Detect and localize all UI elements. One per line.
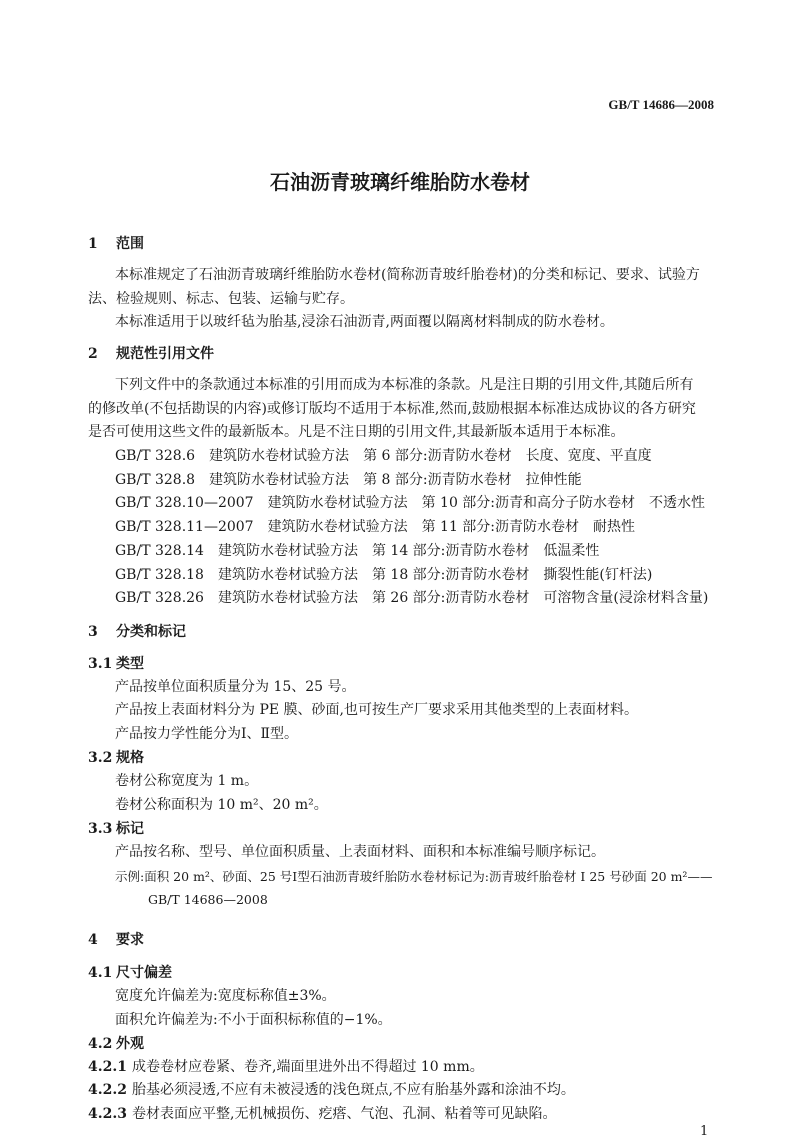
section-number: 2 (88, 346, 98, 362)
document-title: 石油沥青玻璃纤维胎防水卷材 (270, 170, 530, 194)
reference-part: 第 6 部分:沥青防水卷材 (363, 448, 512, 464)
section-title: 分类和标记 (116, 624, 186, 640)
paragraph-line: 下列文件中的条款通过本标准的引用而成为本标准的条款。凡是注日期的引用文件,其随后所有 (115, 377, 694, 393)
subsection-3-1-heading (88, 655, 144, 673)
reference-part: 第 18 部分:沥青防水卷材 (371, 566, 530, 583)
paragraph-line: 产品按力学性能分为Ⅰ、Ⅱ型。 (115, 726, 299, 742)
paragraph-line: 的修改单(不包括勘误的内容)或修订版均不适用于本标准,然而,鼓励根据本标准达成协议的各方研究 (88, 401, 696, 417)
section-title: 标记 (116, 821, 144, 837)
reference-title: 建筑防水卷材试验方法 (217, 542, 358, 559)
paragraph-line: 产品按名称、型号、单位面积质量、上表面材料、面积和本标准编号顺序标记。 (115, 844, 605, 860)
section-title: 类型 (116, 656, 144, 672)
standard-number-header: GB/T 14686—2008 (608, 97, 714, 112)
clause-4-2-1 (88, 1058, 484, 1076)
reference-title: 建筑防水卷材试验方法 (267, 495, 408, 512)
section-title: 外观 (116, 1036, 144, 1052)
example-text-continued: GB/T 14686—2008 (148, 892, 268, 907)
paragraph-line: 本标准规定了石油沥青玻璃纤维胎防水卷材(简称沥青玻纤胎卷材)的分类和标记、要求、试验方 (115, 267, 700, 283)
clause-4-2-3 (88, 1105, 556, 1123)
subsection-4-1-heading (88, 964, 172, 982)
section-title: 规格 (116, 750, 144, 766)
clause-4-2-2 (88, 1081, 575, 1099)
section-title: 范围 (116, 236, 144, 252)
reference-item (115, 518, 635, 536)
subsection-4-2-heading (88, 1035, 144, 1053)
reference-code: GB/T 328.26 (115, 590, 204, 607)
section-title: 尺寸偏差 (116, 965, 172, 981)
section-title: 要求 (116, 932, 144, 948)
section-2-heading (88, 345, 214, 363)
reference-part: 第 26 部分:沥青防水卷材 (371, 590, 530, 607)
reference-item (115, 494, 705, 512)
section-3-heading (88, 623, 186, 641)
reference-code: GB/T 328.11—2007 (115, 519, 254, 536)
example-text: 示例:面积 20 m²、砂面、25 号Ⅰ型石油沥青玻纤胎防水卷材标记为:沥青玻纤胎卷材 Ⅰ 25 号砂面 20 m²—— (115, 869, 713, 884)
clause-number: 4.2.3 (88, 1106, 127, 1122)
section-number: 3.2 (88, 750, 113, 766)
reference-item: 撕裂性能(钉杆法) (543, 566, 653, 583)
section-number: 3.1 (88, 656, 113, 672)
reference-title: 建筑防水卷材试验方法 (209, 448, 350, 464)
section-4-heading (88, 931, 144, 949)
section-number: 4.2 (88, 1036, 113, 1052)
section-number: 3 (88, 624, 98, 640)
subsection-3-3-heading (88, 820, 144, 838)
paragraph-line: 卷材公称宽度为 1 m。 (115, 773, 259, 789)
section-title: 规范性引用文件 (116, 346, 214, 362)
paragraph-line: 产品按上表面材料分为 PE 膜、砂面,也可按生产厂要求采用其他类型的上表面材料。 (115, 702, 638, 718)
section-number: 3.3 (88, 821, 113, 837)
paragraph-line: 是否可使用这些文件的最新版本。凡是不注日期的引用文件,其最新版本适用于本标准。 (88, 424, 625, 440)
reference-title: 建筑防水卷材试验方法 (209, 471, 350, 488)
reference-item: 不透水性 (649, 495, 706, 512)
section-1-heading (88, 235, 144, 253)
subsection-3-2-heading (88, 749, 144, 767)
reference-item (115, 589, 708, 607)
reference-code: GB/T 328.6 (115, 448, 196, 464)
paragraph-line: 本标准适用于以玻纤毡为胎基,浸涂石油沥青,两面覆以隔离材料制成的防水卷材。 (115, 314, 614, 330)
section-number: 1 (88, 236, 98, 252)
section-number: 4.1 (88, 965, 113, 981)
paragraph-line: 产品按单位面积质量分为 15、25 号。 (115, 679, 356, 695)
reference-code: GB/T 328.18 (115, 566, 204, 583)
reference-item: 可溶物含量(浸涂材料含量) (543, 590, 709, 607)
reference-item: 长度、宽度、平直度 (525, 448, 652, 464)
reference-item: 低温柔性 (543, 542, 600, 559)
clause-text: 胎基必须浸透,不应有未被浸透的浅色斑点,不应有胎基外露和涂油不均。 (132, 1082, 575, 1098)
section-number: 4 (88, 932, 98, 948)
reference-item (115, 471, 582, 489)
reference-item: 拉伸性能 (525, 471, 582, 488)
reference-code: GB/T 328.8 (115, 471, 196, 488)
reference-part: 第 8 部分:沥青防水卷材 (363, 471, 512, 488)
reference-part: 第 14 部分:沥青防水卷材 (371, 542, 530, 559)
clause-number: 4.2.2 (88, 1082, 127, 1098)
reference-item (115, 447, 652, 465)
reference-title: 建筑防水卷材试验方法 (267, 519, 408, 536)
reference-part: 第 10 部分:沥青和高分子防水卷材 (421, 495, 636, 512)
paragraph-line: 卷材公称面积为 10 m²、20 m²。 (115, 797, 328, 813)
paragraph-line: 宽度允许偏差为:宽度标称值±3%。 (115, 988, 336, 1004)
page-number: 1 (700, 1124, 709, 1139)
clause-number: 4.2.1 (88, 1059, 127, 1075)
reference-title: 建筑防水卷材试验方法 (217, 590, 358, 607)
reference-item (115, 566, 652, 584)
reference-code: GB/T 328.10—2007 (115, 495, 254, 512)
reference-part: 第 11 部分:沥青防水卷材 (421, 519, 580, 536)
reference-item: 耐热性 (593, 519, 636, 536)
paragraph-line: 法、检验规则、标志、包装、运输与贮存。 (88, 291, 354, 307)
reference-title: 建筑防水卷材试验方法 (217, 566, 358, 583)
clause-text: 成卷卷材应卷紧、卷齐,端面里进外出不得超过 10 mm。 (132, 1059, 484, 1075)
reference-item (115, 542, 599, 560)
reference-code: GB/T 328.14 (115, 542, 204, 559)
clause-text: 卷材表面应平整,无机械损伤、疙瘩、气泡、孔洞、粘着等可见缺陷。 (132, 1106, 557, 1122)
paragraph-line: 面积允许偏差为:不小于面积标称值的−1%。 (115, 1012, 392, 1028)
